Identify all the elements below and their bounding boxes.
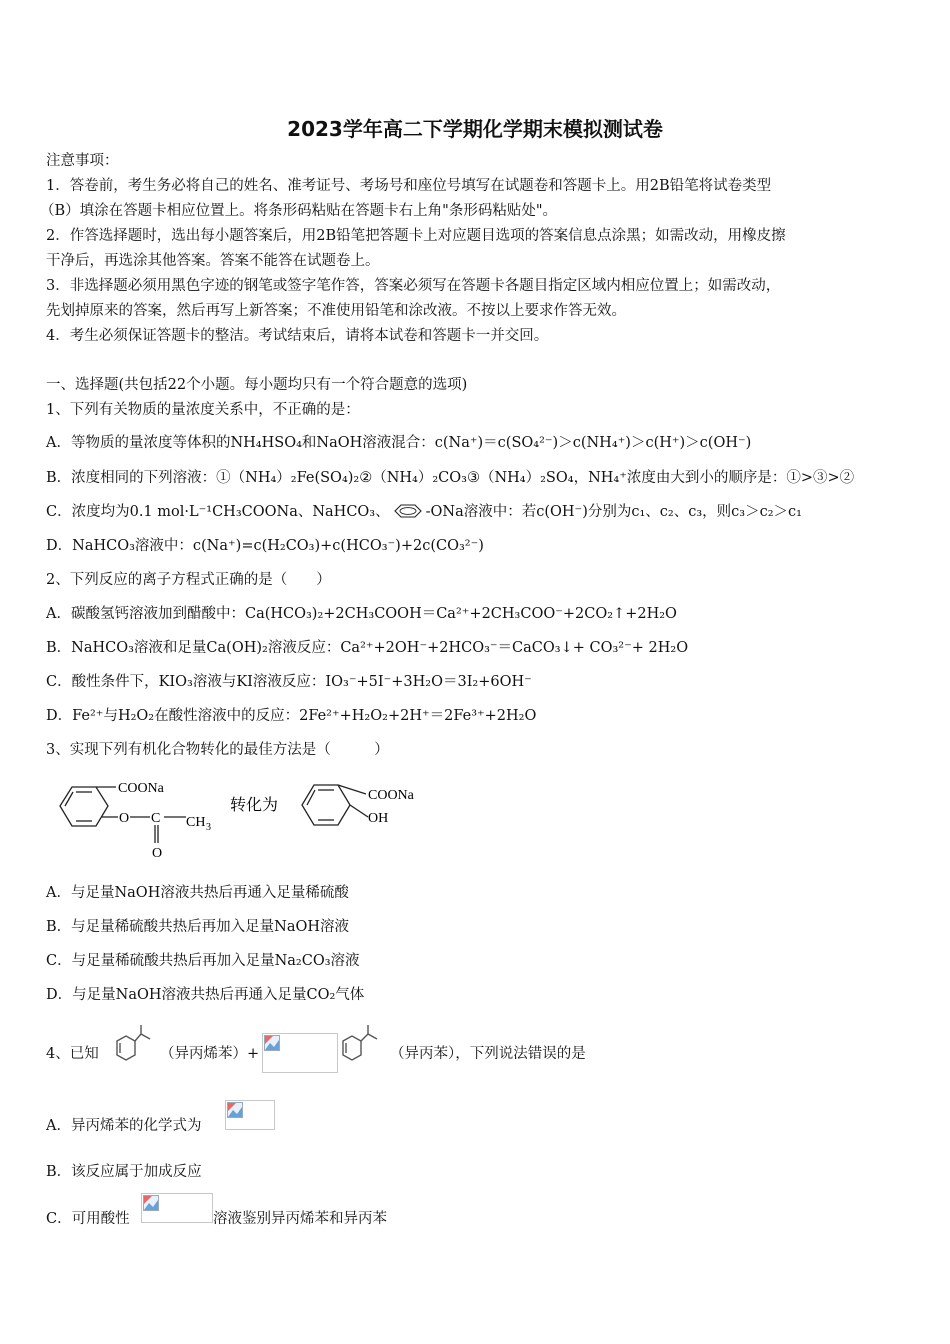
broken-image-icon (227, 1102, 243, 1118)
q3-option-a: A．与足量NaOH溶液共热后再通入足量稀硫酸 (46, 885, 349, 901)
left-ch3-subscript: 3 (206, 822, 211, 833)
q2-option-d: D．Fe²⁺与H₂O₂在酸性溶液中的反应：2Fe²⁺+H₂O₂+2H⁺＝2Fe³⁺+2H₂O (46, 708, 537, 724)
q3-option-b: B．与足量稀硫酸共热后再加入足量NaOH溶液 (46, 919, 350, 935)
right-oh-label: OH (368, 811, 389, 826)
notice-line-2: （B）填涂在答题卡相应位置上。将条形码粘贴在答题卡右上角"条形码粘贴处"。 (40, 203, 557, 219)
notice-line-7: 4．考生必须保证答题卡的整洁。考试结束后，请将本试卷和答题卡一并交回。 (46, 328, 549, 344)
q3-structure-diagram (40, 775, 460, 870)
right-benzene-ring (302, 785, 368, 825)
right-coona-label: COONa (368, 788, 414, 803)
left-carbonyl-o-label: O (152, 846, 163, 861)
q1-option-c-post: -ONa溶液中：若c(OH⁻)分别为c₁、c₂、c₃，则c₃＞c₂＞c₁ (425, 504, 802, 520)
q4-stem-mid1: （异丙烯苯）+ (160, 1046, 260, 1062)
q1-stem: 1、下列有关物质的量浓度关系中，不正确的是： (46, 402, 360, 418)
benzene-ring-icon (390, 503, 426, 519)
q2-option-a: A．碳酸氢钙溶液加到醋酸中：Ca(HCO₃)₂+2CH₃COOH＝Ca²⁺+2CH₃COO⁻+2CO₂↑+2H₂O (46, 606, 677, 622)
q1-option-c (46, 502, 802, 522)
left-coona-label: COONa (118, 781, 164, 796)
section-heading: 一、选择题(共包括22个小题。每小题均只有一个符合题意的选项) (46, 377, 468, 393)
q3-option-d: D．与足量NaOH溶液共热后再通入足量CO₂气体 (46, 987, 365, 1003)
broken-image-icon (143, 1195, 159, 1211)
q1-option-d: D．NaHCO₃溶液中：c(Na⁺)=c(H₂CO₃)+c(HCO₃⁻)+2c(CO₃²⁻) (46, 538, 484, 554)
q1-option-a: A．等物质的量浓度等体积的NH₄HSO₄和NaOH溶液混合：c(Na⁺)＝c(SO₄²⁻)＞c(NH₄⁺)＞c(H⁺)＞c(OH⁻) (46, 435, 752, 451)
q3-option-c: C．与足量稀硫酸共热后再加入足量Na₂CO₃溶液 (46, 953, 360, 969)
conversion-text: 转化为 (230, 797, 279, 814)
left-ester-o-label: O (119, 811, 130, 826)
notice-line-3: 2．作答选择题时，选出每小题答案后，用2B铅笔把答题卡上对应题目选项的答案信息点涂黑；如需改动，用橡皮擦 (46, 228, 786, 244)
q2-stem: 2、下列反应的离子方程式正确的是（ ） (46, 572, 331, 588)
q4-option-a: A．异丙烯苯的化学式为 (46, 1118, 202, 1134)
q1-option-c-pre: C．浓度均为0.1 mol·L⁻¹CH₃COONa、NaHCO₃、 (46, 504, 390, 520)
q2-option-b: B．NaHCO₃溶液和足量Ca(OH)₂溶液反应：Ca²⁺+2OH⁻+2HCO₃⁻＝CaCO₃↓+ CO₃²⁻+ 2H₂O (46, 640, 689, 656)
left-carbon-label: C (151, 811, 161, 826)
q4-option-c-post: 溶液鉴别异丙烯苯和异丙苯 (213, 1211, 387, 1227)
broken-image-icon (264, 1035, 280, 1051)
page-title: 2023学年高二下学期化学期末模拟测试卷 (287, 117, 663, 141)
q3-stem: 3、实现下列有机化合物转化的最佳方法是（ ） (46, 742, 389, 758)
missing-reagent-image (141, 1193, 213, 1223)
notice-line-6: 先划掉原来的答案，然后再写上新答案；不准使用铅笔和涂改液。不按以上要求作答无效。 (46, 303, 626, 319)
isopropylbenzene-structure-icon (338, 1024, 388, 1072)
q4-option-b: B．该反应属于加成反应 (46, 1164, 202, 1180)
q4-stem-pre: 4、已知 (46, 1046, 99, 1062)
q4-option-c-pre: C．可用酸性 (46, 1211, 130, 1227)
isopropenylbenzene-structure-icon (104, 1024, 154, 1072)
q4-stem-mid2: （异丙苯），下列说法错误的是 (390, 1046, 586, 1062)
q2-option-c: C．酸性条件下，KIO₃溶液与KI溶液反应：IO₃⁻+5I⁻+3H₂O＝3I₂+6OH⁻ (46, 674, 532, 690)
left-ch-label: CH (186, 815, 206, 830)
notice-line-1: 1．答卷前，考生务必将自己的姓名、准考证号、考场号和座位号填写在试题卷和答题卡上。用2B铅笔将试卷类型 (46, 178, 772, 194)
missing-formula-image (225, 1100, 275, 1130)
notice-heading: 注意事项： (46, 153, 119, 169)
q1-option-b: B．浓度相同的下列溶液：①（NH₄）₂Fe(SO₄)₂②（NH₄）₂CO₃③（NH₄）₂SO₄，NH₄⁺浓度由大到小的顺序是：①>③>② (46, 470, 855, 486)
notice-line-4: 干净后，再选涂其他答案。答案不能答在试题卷上。 (46, 253, 380, 269)
missing-image-placeholder (262, 1033, 338, 1073)
notice-line-5: 3．非选择题必须用黑色字迹的钢笔或签字笔作答，答案必须写在答题卡各题目指定区域内相应位置上；如需改动， (46, 278, 781, 294)
